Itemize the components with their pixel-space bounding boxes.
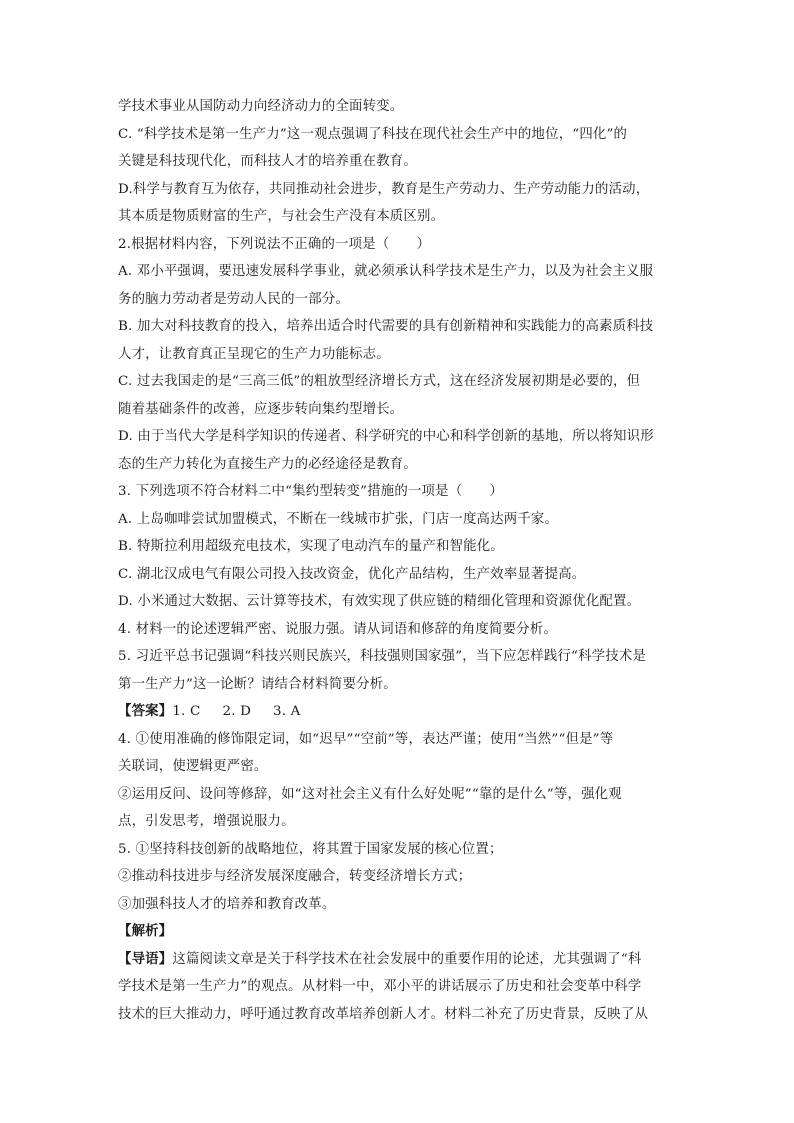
answer-4-point-2: ②运用反问、设问等修辞，如“这对社会主义有什么好处呢”“靠的是什么”等，强化观 bbox=[118, 786, 622, 802]
option-a-line: A. 邓小平强调，要迅速发展科学事业，就必须承认科学技术是生产力，以及为社会主义服 bbox=[118, 264, 654, 279]
answer-5-point-3: ③加强科技人才的培养和教育改革。 bbox=[118, 896, 336, 912]
guide-text: 这篇阅读文章是关于科学技术在社会发展中的重要作用的论述，尤其强调了“科 bbox=[172, 951, 642, 967]
text-line: 学技术事业从国防动力向经济动力的全面转变。 bbox=[118, 99, 404, 114]
text-line: 务的脑力劳动者是劳动人民的一部分。 bbox=[118, 291, 350, 307]
option-b-line: B. 加大对科技教育的投入，培养出适合时代需要的具有创新精神和实践能力的高素质科技 bbox=[118, 319, 654, 334]
answer-5-point-1: 5. ①坚持科技创新的战略地位，将其置于国家发展的核心位置； bbox=[118, 841, 503, 857]
option-b-line: B. 特斯拉利用超级充电技术，实现了电动汽车的量产和智能化。 bbox=[118, 539, 504, 554]
guide-label: 【导语】 bbox=[118, 950, 173, 967]
guide-line: 技术的巨大推动力，呼吁通过教育改革培养创新人才。材料二补充了历史背景，反映了从 bbox=[118, 1006, 649, 1022]
text-line: 关联词，使逻辑更严密。 bbox=[118, 759, 268, 774]
answer-3: 3. A bbox=[273, 704, 301, 719]
option-c-line: C. 过去我国走的是“三高三低”的粗放型经济增长方式，这在经济发展初期是必要的，但 bbox=[118, 374, 641, 389]
text-line: 态的生产力转化为直接生产力的必经途径是教育。 bbox=[118, 456, 417, 472]
document-body bbox=[118, 93, 678, 1028]
option-d-line: D.科学与教育互为依存，共同推动社会进步，教育是生产劳动力、生产劳动能力的活动， bbox=[118, 181, 650, 197]
text-line: 其本质是物质财富的生产，与社会生产没有本质区别。 bbox=[118, 209, 445, 224]
option-c-line: C. 湖北汉成电气有限公司投入技改资金，优化产品结构，生产效率显著提高。 bbox=[118, 566, 586, 582]
answer-1: 1. C bbox=[172, 704, 201, 719]
text-line: 点，引发思考，增强说服力。 bbox=[118, 814, 295, 829]
answer-4-line: 4. ①使用准确的修饰限定词，如“迟早”“空前”等，表达严谨；使用“当然”“但是”等 bbox=[118, 731, 614, 747]
spacer bbox=[200, 698, 222, 726]
spacer bbox=[251, 698, 273, 726]
text-line: 第一生产力”这一论断？请结合材料简要分析。 bbox=[118, 676, 397, 692]
question-5: 5. 习近平总书记强调“科技兴则民族兴，科技强则国家强”，当下应怎样践行“科学技术是 bbox=[118, 649, 647, 664]
text-line: 随着基础条件的改善，应逐步转向集约型增长。 bbox=[118, 401, 404, 417]
guide-first-line bbox=[118, 946, 678, 974]
answer-row bbox=[118, 698, 678, 726]
text-line: 关键是科技现代化，而科技人才的培养重在教育。 bbox=[118, 154, 417, 169]
question-4: 4. 材料一的论述逻辑严密、说服力强。请从词语和修辞的角度简要分析。 bbox=[118, 621, 557, 637]
option-d-line: D. 小米通过大数据、云计算等技术，有效实现了供应链的精细化管理和资源优化配置。 bbox=[118, 594, 641, 609]
answer-5-point-2: ②推动科技进步与经济发展深度融合，转变经济增长方式； bbox=[118, 869, 472, 884]
answer-2: 2. D bbox=[222, 704, 252, 719]
answer-label: 【答案】 bbox=[118, 703, 173, 719]
guide-line: 学技术是第一生产力”的观点。从材料一中，邓小平的讲话展示了历史和社会变革中科学 bbox=[118, 979, 642, 994]
option-a-line: A. 上岛咖啡尝试加盟模式，不断在一线城市扩张，门店一度高达两千家。 bbox=[118, 511, 559, 527]
option-d-line: D. 由于当代大学是科学知识的传递者、科学研究的中心和科学创新的基地，所以将知识形 bbox=[118, 429, 654, 444]
option-c-line: C. “科学技术是第一生产力”这一观点强调了科技在现代社会生产中的地位，“四化”的 bbox=[118, 126, 628, 142]
analysis-heading: 【解析】 bbox=[118, 923, 173, 939]
question-3: 3. 下列选项不符合材料二中“集约型转变”措施的一项是（ ） bbox=[118, 484, 504, 499]
question-2: 2.根据材料内容，下列说法不正确的一项是（ ） bbox=[118, 236, 431, 252]
text-line: 人才，让教育真正呈现它的生产力功能标志。 bbox=[118, 346, 390, 362]
